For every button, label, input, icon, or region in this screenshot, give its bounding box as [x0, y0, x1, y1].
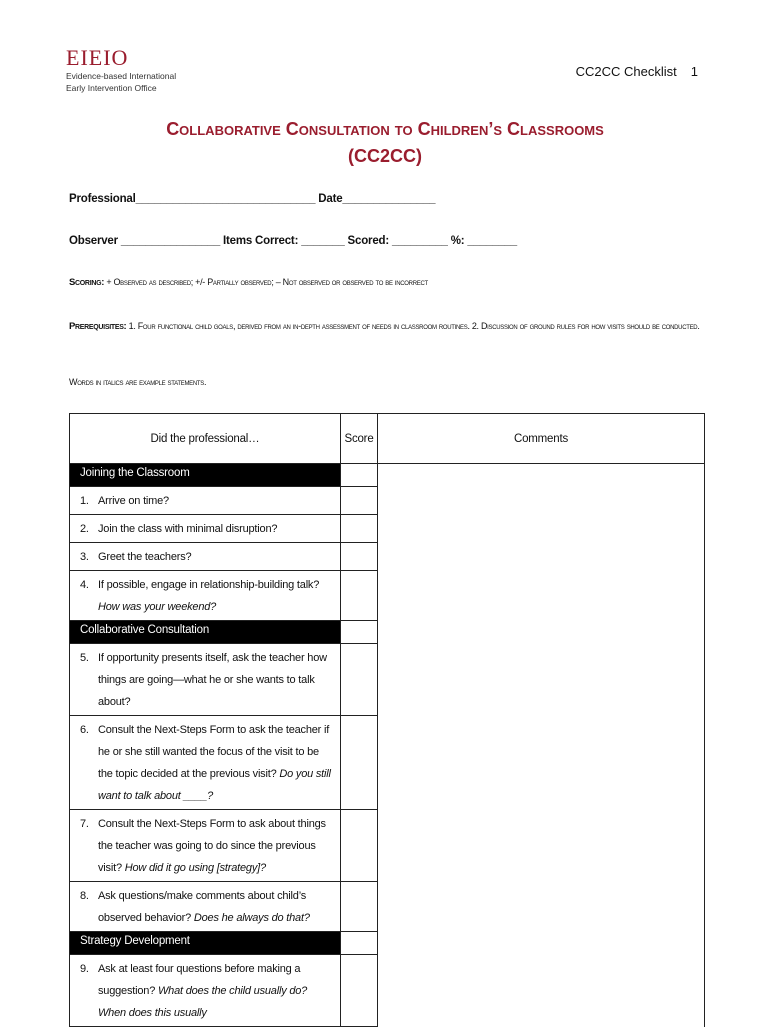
score-cell[interactable]: [341, 515, 378, 543]
item-example: Do you still want to talk about ____?: [98, 768, 331, 802]
item-number: 5.: [80, 652, 89, 664]
prerequisites: [69, 316, 717, 337]
item-example: Does he always do that?: [193, 912, 310, 924]
prerequisites-label: Prerequisites:: [69, 321, 127, 332]
section-title: Joining the Classroom: [70, 464, 341, 487]
section-title: Strategy Development: [70, 932, 341, 955]
comments-header: Comments: [378, 414, 705, 464]
score-cell[interactable]: [341, 644, 378, 716]
question-cell: [70, 543, 341, 571]
professional-date-field[interactable]: Professional_____________________________ Date_______________: [69, 193, 436, 205]
item-number: 2.: [80, 523, 89, 535]
section-score-cell: [341, 621, 378, 644]
item-number: 1.: [80, 495, 89, 507]
score-cell[interactable]: [341, 571, 378, 621]
title-line-1: Collaborative Consultation to Children’s Classrooms: [166, 119, 604, 139]
item-example: How did it go using [strategy]?: [124, 862, 266, 874]
item-number: 3.: [80, 551, 89, 563]
score-cell[interactable]: [341, 955, 378, 1027]
item-text: Consult the Next-Steps Form to ask about things the teacher was going to do since the previous visit?: [98, 818, 326, 874]
scoring-label: Scoring:: [69, 277, 105, 288]
item-text: Ask questions/make comments about child’s observed behavior?: [98, 890, 307, 924]
item-number: 8.: [80, 890, 89, 902]
score-header: Score: [341, 414, 378, 464]
score-cell[interactable]: [341, 882, 378, 932]
item-example: What does the child usually do? When does this usually: [98, 985, 308, 1019]
scoring-legend: [69, 277, 428, 288]
question-cell: [70, 882, 341, 932]
comments-cell[interactable]: [378, 464, 705, 1027]
question-cell: [70, 810, 341, 882]
score-cell[interactable]: [341, 716, 378, 810]
section-score-cell: [341, 464, 378, 487]
question-cell: [70, 955, 341, 1027]
question-cell: [70, 716, 341, 810]
logo-mark: EIEIO: [66, 45, 129, 70]
section-row: [70, 464, 705, 487]
table-header-row: [70, 414, 705, 464]
item-text: Join the class with minimal disruption?: [98, 523, 278, 535]
score-cell[interactable]: [341, 543, 378, 571]
item-text: Ask at least four questions before making a suggestion?: [98, 963, 301, 997]
score-cell[interactable]: [341, 810, 378, 882]
section-score-cell: [341, 932, 378, 955]
item-text: Greet the teachers?: [98, 551, 192, 563]
prerequisites-text: 1. Four functional child goals, derived from an in-depth assessment of needs in classroom routines. 2. Discussion of ground rules for how visits should be conducted.: [128, 321, 700, 331]
logo-line-1: Evidence-based International: [66, 71, 177, 81]
page-number: 1: [690, 64, 698, 79]
item-text: If possible, engage in relationship-building talk?: [98, 579, 320, 591]
item-number: 9.: [80, 963, 89, 975]
checklist-table: [69, 413, 705, 1027]
item-text: If opportunity presents itself, ask the teacher how things are going—what he or she wants to talk about?: [98, 652, 327, 708]
running-header: [562, 64, 698, 79]
score-cell[interactable]: [341, 487, 378, 515]
question-cell: [70, 644, 341, 716]
logo-line-2: Early Intervention Office: [66, 83, 157, 93]
page-title: [0, 116, 770, 170]
document-name: CC2CC Checklist: [575, 64, 677, 79]
question-cell: [70, 571, 341, 621]
item-number: 7.: [80, 818, 89, 830]
logo: [66, 46, 186, 94]
item-number: 6.: [80, 724, 89, 736]
question-cell: [70, 487, 341, 515]
observer-score-field[interactable]: Observer ________________ Items Correct: _______ Scored: _________ %: ________: [69, 235, 517, 247]
item-text: Consult the Next-Steps Form to ask the teacher if he or she still wanted the focus of the visit to be the topic decided at the previous visit?: [98, 724, 330, 780]
section-title: Collaborative Consultation: [70, 621, 341, 644]
question-cell: [70, 515, 341, 543]
title-line-2: (CC2CC): [348, 146, 422, 166]
italics-note: Words in italics are example statements.: [69, 377, 207, 387]
item-text: Arrive on time?: [98, 495, 169, 507]
scoring-text: + Observed as described; +/- Partially observed; – Not observed or observed to be incorrect: [106, 277, 428, 287]
question-header: Did the professional…: [70, 414, 341, 464]
item-number: 4.: [80, 579, 89, 591]
item-example: How was your weekend?: [98, 601, 217, 613]
